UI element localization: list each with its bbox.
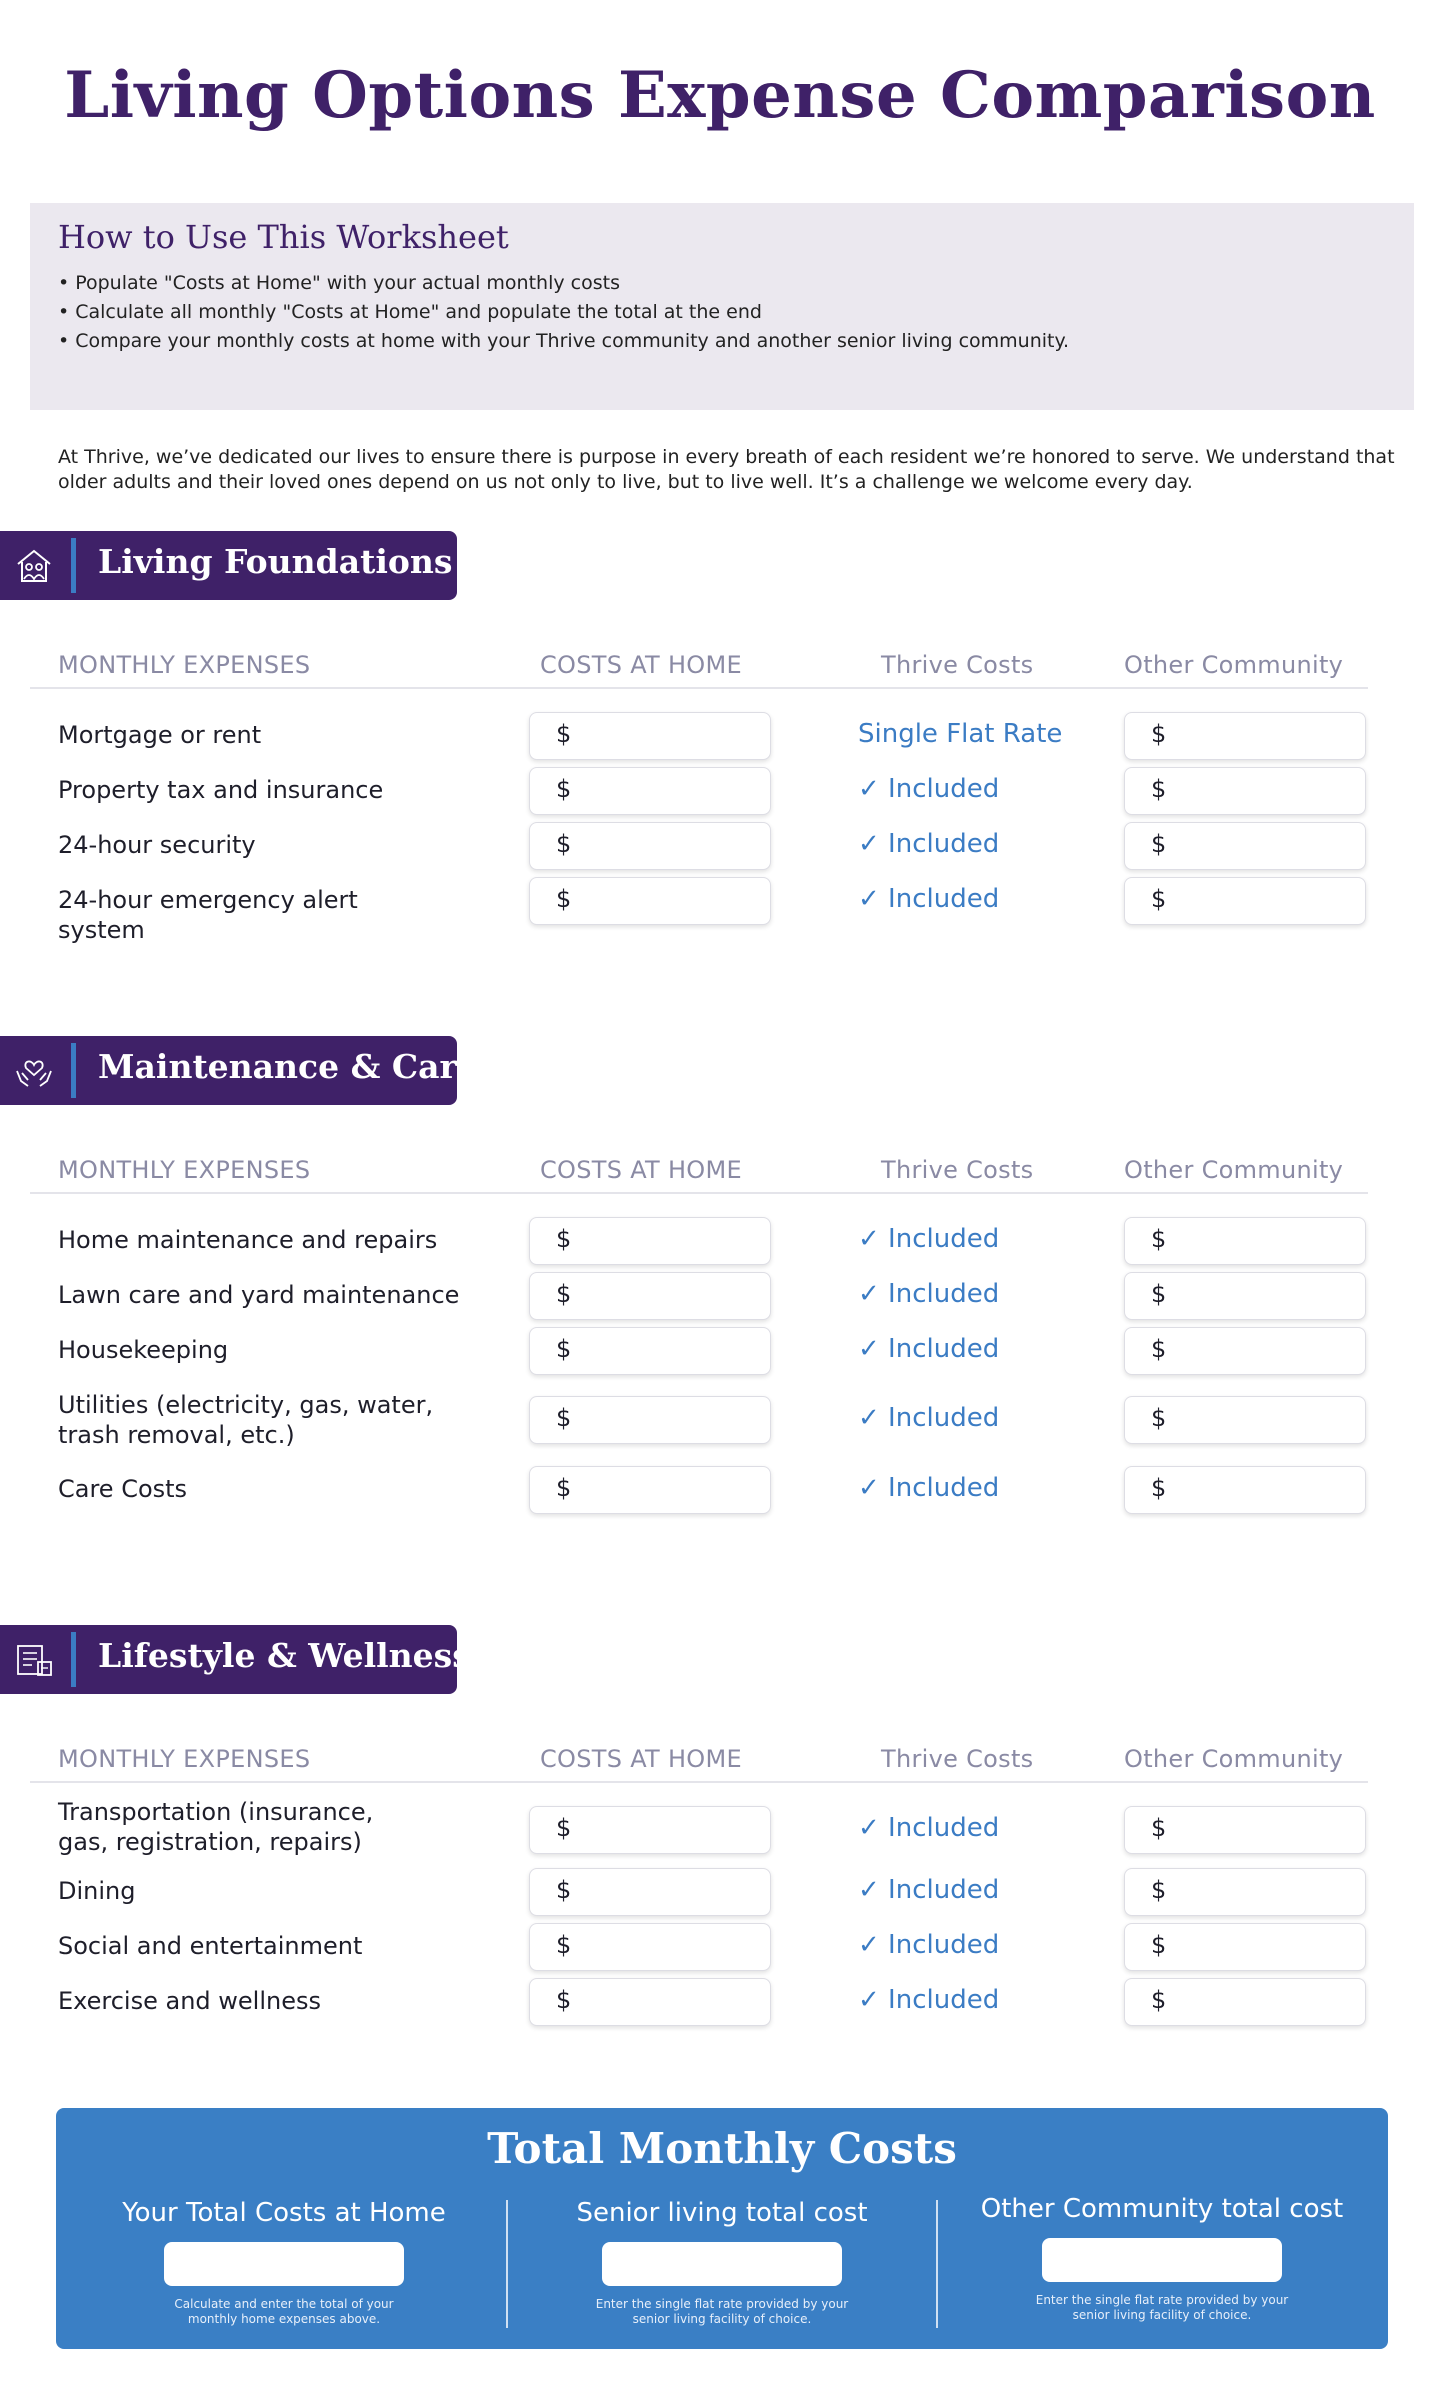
column-header-home: COSTS AT HOME — [540, 651, 742, 679]
column-header-thrive: Thrive Costs — [881, 1745, 1034, 1773]
total-home-label: Your Total Costs at Home — [122, 2198, 446, 2228]
expense-label: Social and entertainment — [58, 1932, 363, 1960]
other-community-input[interactable]: $ — [1124, 767, 1366, 815]
home-cost-input[interactable]: $ — [529, 1923, 771, 1971]
banner-accent-bar — [71, 1043, 76, 1098]
thrive-cost-value: ✓ Included — [858, 1930, 1000, 1960]
total-home-column — [64, 2198, 504, 2327]
banner-accent-bar — [71, 1632, 76, 1687]
other-community-input[interactable]: $ — [1124, 712, 1366, 760]
total-other-community-note: Enter the single flat rate provided by your senior living facility of choice. — [1035, 2293, 1289, 2322]
thrive-cost-value: ✓ Included — [858, 829, 1000, 859]
other-community-input[interactable]: $ — [1124, 822, 1366, 870]
thrive-cost-value: Single Flat Rate — [858, 719, 1063, 749]
home-cost-input[interactable]: $ — [529, 1806, 771, 1854]
thrive-cost-value: ✓ Included — [858, 1875, 1000, 1905]
home-cost-input[interactable]: $ — [529, 1396, 771, 1444]
other-community-input[interactable]: $ — [1124, 1327, 1366, 1375]
section-title: Living Foundations — [98, 542, 453, 581]
section-title: Lifestyle & Wellness — [98, 1636, 471, 1675]
header-divider — [30, 1781, 1368, 1783]
other-community-input[interactable]: $ — [1124, 1396, 1366, 1444]
column-header-home: COSTS AT HOME — [540, 1745, 742, 1773]
expense-label: Transportation (insurance, gas, registration, repairs) — [58, 1798, 374, 1856]
total-monthly-costs-panel — [56, 2108, 1388, 2349]
other-community-input[interactable]: $ — [1124, 1217, 1366, 1265]
total-senior-living-input[interactable] — [602, 2242, 842, 2286]
expense-label: Dining — [58, 1877, 136, 1905]
instructions-panel — [30, 203, 1414, 410]
expense-label: Housekeeping — [58, 1336, 229, 1364]
column-header-expenses: MONTHLY EXPENSES — [58, 651, 311, 679]
home-cost-input[interactable]: $ — [529, 822, 771, 870]
thrive-cost-value: ✓ Included — [858, 1813, 1000, 1843]
caring-hands-icon — [14, 1051, 54, 1091]
total-other-community-label: Other Community total cost — [980, 2194, 1344, 2224]
thrive-cost-value: ✓ Included — [858, 1403, 1000, 1433]
other-community-input[interactable]: $ — [1124, 1868, 1366, 1916]
totals-heading: Total Monthly Costs — [487, 2124, 957, 2173]
column-header-other: Other Community — [1124, 1156, 1344, 1184]
other-community-input[interactable]: $ — [1124, 1466, 1366, 1514]
other-community-input[interactable]: $ — [1124, 1978, 1366, 2026]
other-community-input[interactable]: $ — [1124, 877, 1366, 925]
column-header-expenses: MONTHLY EXPENSES — [58, 1156, 311, 1184]
home-cost-input[interactable]: $ — [529, 712, 771, 760]
section-title: Maintenance & Care — [98, 1047, 478, 1086]
section-banner-living-foundations — [0, 531, 457, 600]
total-senior-living-note: Enter the single flat rate provided by your senior living facility of choice. — [595, 2297, 849, 2326]
header-divider — [30, 687, 1368, 689]
column-header-other: Other Community — [1124, 1745, 1344, 1773]
thrive-cost-value: ✓ Included — [858, 1473, 1000, 1503]
expense-label: Mortgage or rent — [58, 721, 262, 749]
instructions-heading: How to Use This Worksheet — [58, 218, 509, 256]
total-other-community-column — [942, 2194, 1382, 2323]
total-senior-living-column — [502, 2198, 942, 2327]
expense-label: Property tax and insurance — [58, 776, 384, 804]
expense-label: Lawn care and yard maintenance — [58, 1281, 460, 1309]
header-divider — [30, 1192, 1368, 1194]
column-header-other: Other Community — [1124, 651, 1344, 679]
section-banner-maintenance-care — [0, 1036, 478, 1105]
column-header-thrive: Thrive Costs — [881, 1156, 1034, 1184]
instructions-list — [58, 269, 1069, 356]
expense-label: 24-hour emergency alert system — [58, 886, 358, 944]
page-title: Living Options Expense Comparison — [64, 58, 1376, 133]
thrive-cost-value: ✓ Included — [858, 1224, 1000, 1254]
total-other-community-input[interactable] — [1042, 2238, 1282, 2282]
thrive-cost-value: ✓ Included — [858, 1279, 1000, 1309]
home-cost-input[interactable]: $ — [529, 1327, 771, 1375]
home-cost-input[interactable]: $ — [529, 767, 771, 815]
other-community-input[interactable]: $ — [1124, 1923, 1366, 1971]
total-senior-living-label: Senior living total cost — [576, 2198, 868, 2228]
home-cost-input[interactable]: $ — [529, 877, 771, 925]
home-cost-input[interactable]: $ — [529, 1868, 771, 1916]
thrive-cost-value: ✓ Included — [858, 884, 1000, 914]
total-home-input[interactable] — [164, 2242, 404, 2286]
expense-label: Exercise and wellness — [58, 1987, 321, 2015]
expense-label: Care Costs — [58, 1475, 188, 1503]
instruction-item: • Calculate all monthly "Costs at Home" and populate the total at the end — [58, 298, 1069, 327]
column-header-home: COSTS AT HOME — [540, 1156, 742, 1184]
thrive-cost-value: ✓ Included — [858, 774, 1000, 804]
section-banner-lifestyle-wellness — [0, 1625, 471, 1694]
expense-label: Utilities (electricity, gas, water, trash removal, etc.) — [58, 1391, 434, 1449]
totals-divider — [936, 2200, 938, 2328]
other-community-input[interactable]: $ — [1124, 1806, 1366, 1854]
instruction-item: • Populate "Costs at Home" with your actual monthly costs — [58, 269, 1069, 298]
total-home-note: Calculate and enter the total of your monthly home expenses above. — [174, 2297, 394, 2326]
column-header-expenses: MONTHLY EXPENSES — [58, 1745, 311, 1773]
house-people-icon — [14, 546, 54, 586]
intro-paragraph: At Thrive, we’ve dedicated our lives to ensure there is purpose in every breath of each resident we’re honored to serve. We understand that older adults and their loved ones depend on us not only to live, but to live well. It’s a challenge we welcome every day. — [58, 446, 1395, 493]
thrive-cost-value: ✓ Included — [858, 1334, 1000, 1364]
activity-calendar-icon — [14, 1640, 54, 1680]
home-cost-input[interactable]: $ — [529, 1466, 771, 1514]
column-header-thrive: Thrive Costs — [881, 651, 1034, 679]
home-cost-input[interactable]: $ — [529, 1272, 771, 1320]
other-community-input[interactable]: $ — [1124, 1272, 1366, 1320]
expense-label: Home maintenance and repairs — [58, 1226, 438, 1254]
expense-label: 24-hour security — [58, 831, 256, 859]
instruction-item: • Compare your monthly costs at home with your Thrive community and another senior living community. — [58, 327, 1069, 356]
home-cost-input[interactable]: $ — [529, 1217, 771, 1265]
home-cost-input[interactable]: $ — [529, 1978, 771, 2026]
thrive-cost-value: ✓ Included — [858, 1985, 1000, 2015]
banner-accent-bar — [71, 538, 76, 593]
